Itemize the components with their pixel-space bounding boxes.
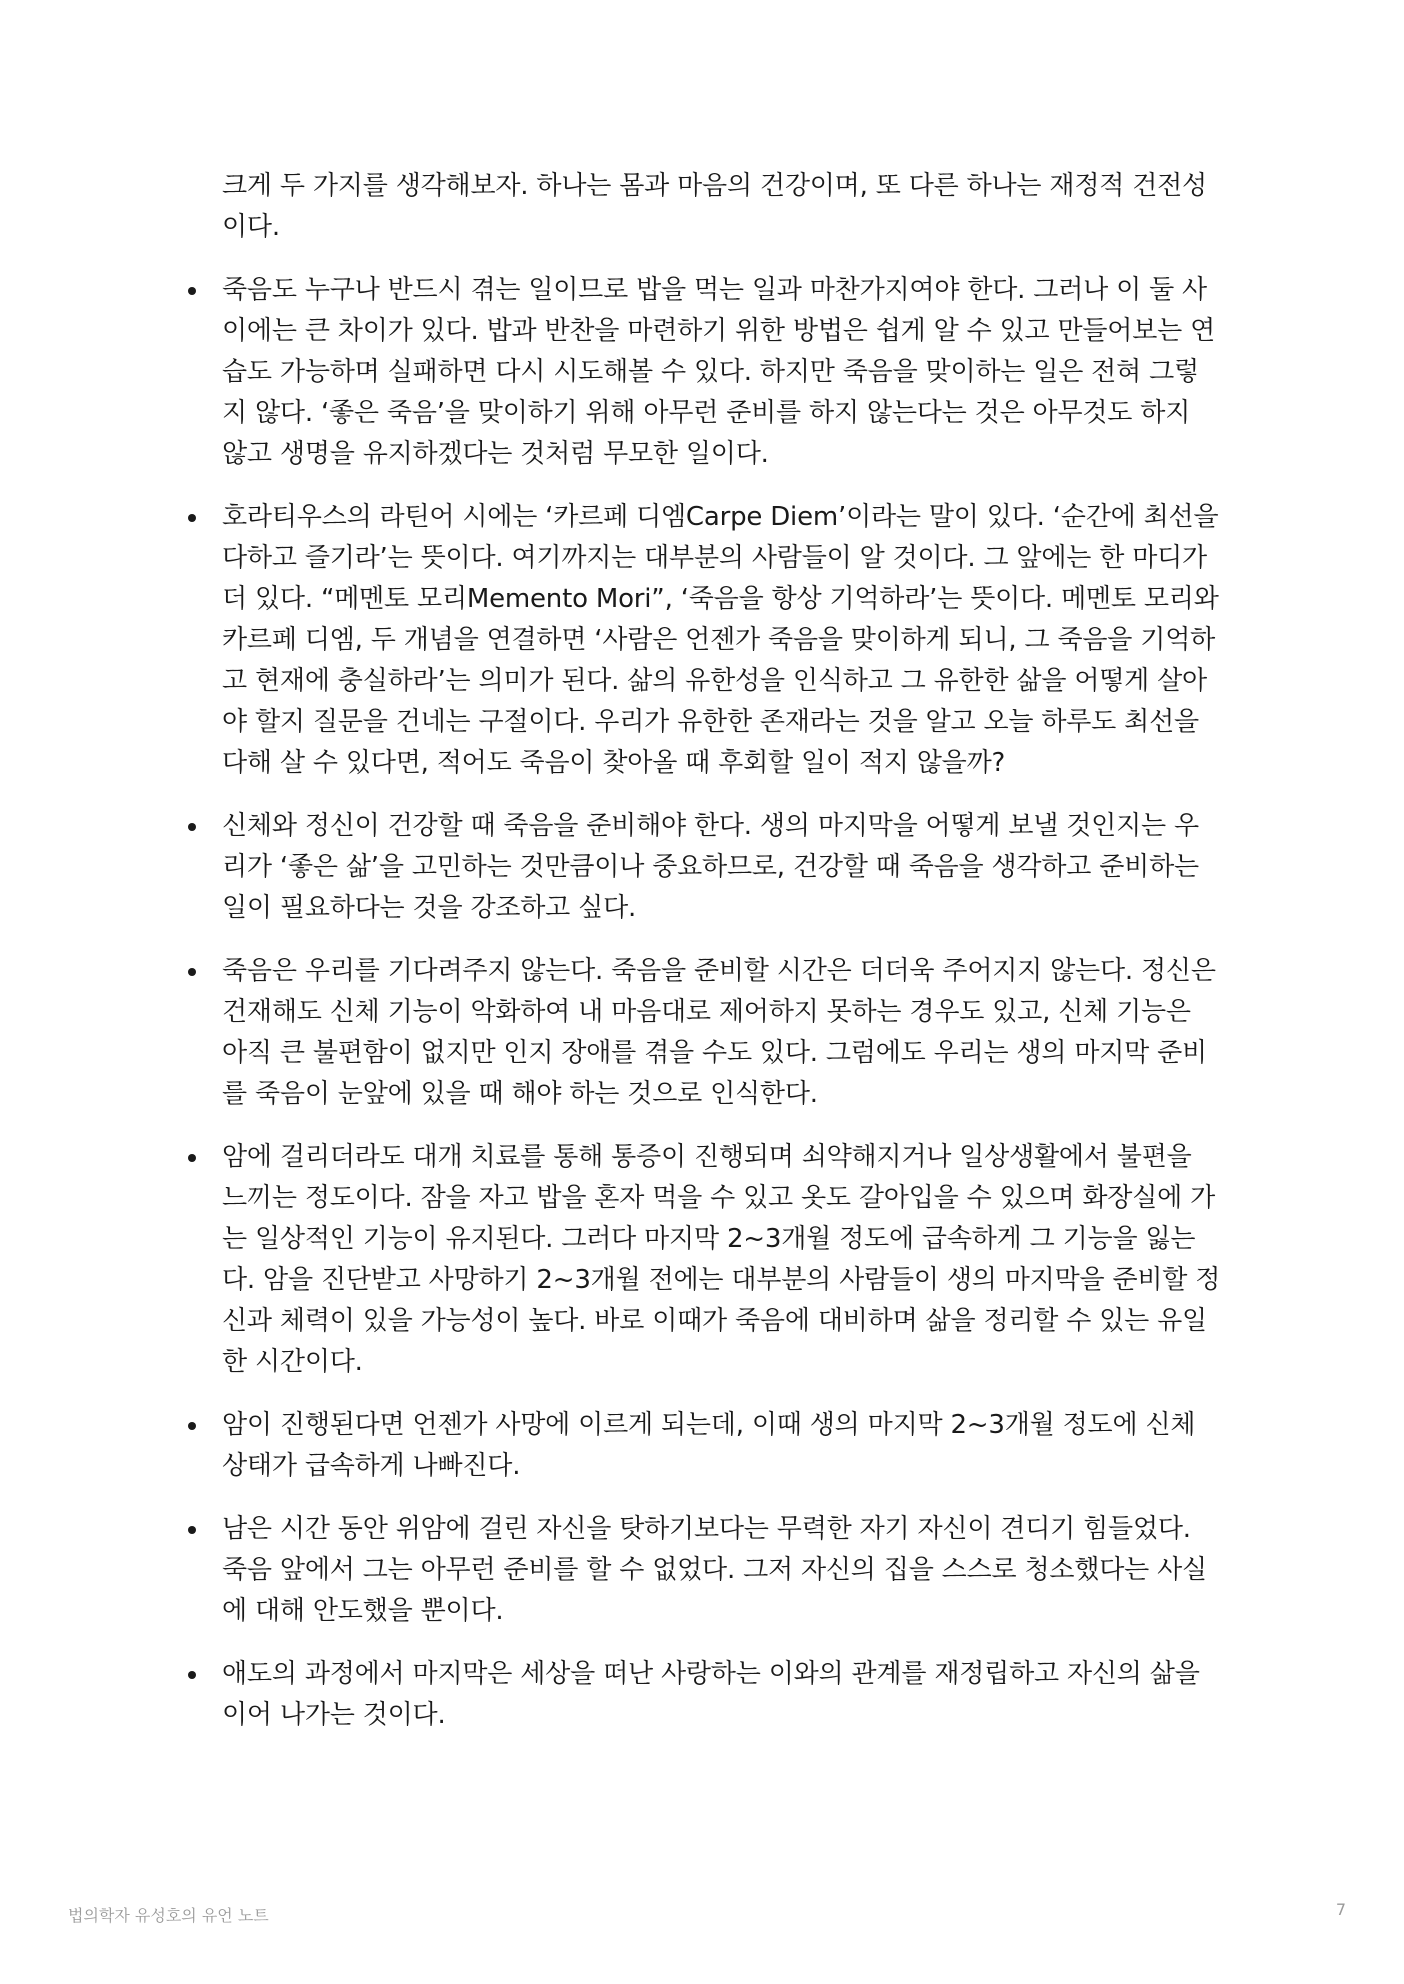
bullet-item	[222, 951, 1222, 1115]
page-content	[222, 166, 1222, 1758]
bullet-text: 죽음은 우리를 기다려주지 않는다. 죽음을 준비할 시간은 더더욱 주어지지 않는다. 정신은 건재해도 신체 기능이 악화하여 내 마음대로 제어하지 못하는 경우도 있고, 신체 기능은 아직 큰 불편함이 없지만 인지 장애를 겪을 수도 있다. 그럼에도 우리는 생의 마지막 준비를 죽음이 눈앞에 있을 때 해야 하는 것으로 인식한다.	[222, 956, 1216, 1109]
bullet-dot-icon	[188, 1154, 196, 1162]
bullet-dot-icon	[188, 1671, 196, 1679]
bullet-dot-icon	[188, 968, 196, 976]
bullet-text: 죽음도 누구나 반드시 겪는 일이므로 밥을 먹는 일과 마찬가지여야 한다. 그러나 이 둘 사이에는 큰 차이가 있다. 밥과 반찬을 마련하기 위한 방법은 쉽게 알 수 있고 만들어보는 연습도 가능하며 실패하면 다시 시도해볼 수 있다. 하지만 죽음을 맞이하는 일은 전혀 그렇지 않다. ‘좋은 죽음’을 맞이하기 위해 아무런 준비를 하지 않는다는 것은 아무것도 하지 않고 생명을 유지하겠다는 것처럼 무모한 일이다.	[222, 275, 1216, 469]
bullet-text: 애도의 과정에서 마지막은 세상을 떠난 사랑하는 이와의 관계를 재정립하고 자신의 삶을 이어 나가는 것이다.	[222, 1659, 1200, 1730]
bullet-text: 암에 걸리더라도 대개 치료를 통해 통증이 진행되며 쇠약해지거나 일상생활에서 불편을 느끼는 정도이다. 잠을 자고 밥을 혼자 먹을 수 있고 옷도 갈아입을 수 있으며 화장실에 가는 일상적인 기능이 유지된다. 그러다 마지막 2~3개월 정도에 급속하게 그 기능을 잃는다. 암을 진단받고 사망하기 2~3개월 전에는 대부분의 사람들이 생의 마지막을 준비할 정신과 체력이 있을 가능성이 높다. 바로 이때가 죽음에 대비하며 삶을 정리할 수 있는 유일한 시간이다.	[222, 1142, 1221, 1377]
bullet-item	[222, 806, 1222, 929]
bullet-dot-icon	[188, 287, 196, 295]
bullet-item	[222, 270, 1222, 475]
bullet-item	[222, 497, 1222, 784]
bullet-item	[222, 1137, 1222, 1383]
bullet-text: 신체와 정신이 건강할 때 죽음을 준비해야 한다. 생의 마지막을 어떻게 보낼 것인지는 우리가 ‘좋은 삶’을 고민하는 것만큼이나 중요하므로, 건강할 때 죽음을 생각하고 준비하는 일이 필요하다는 것을 강조하고 싶다.	[222, 811, 1199, 923]
bullet-dot-icon	[188, 1422, 196, 1430]
footer-book-title: 법의학자 유성호의 유언 노트	[68, 1906, 269, 1925]
bullet-item	[222, 1405, 1222, 1487]
bullet-text: 암이 진행된다면 언젠가 사망에 이르게 되는데, 이때 생의 마지막 2~3개월 정도에 신체 상태가 급속하게 나빠진다.	[222, 1410, 1196, 1481]
bullet-item	[222, 1654, 1222, 1736]
bullet-text: 호라티우스의 라틴어 시에는 ‘카르페 디엠Carpe Diem’이라는 말이 있다. ‘순간에 최선을 다하고 즐기라’는 뜻이다. 여기까지는 대부분의 사람들이 알 것이다. 그 앞에는 한 마디가 더 있다. “메멘토 모리Memento Mori”, ‘죽음을 항상 기억하라’는 뜻이다. 메멘토 모리와 카르페 디엠, 두 개념을 연결하면 ‘사람은 언젠가 죽음을 맞이하게 되니, 그 죽음을 기억하고 현재에 충실하라’는 의미가 된다. 삶의 유한성을 인식하고 그 유한한 삶을 어떻게 살아야 할지 질문을 건네는 구절이다. 우리가 유한한 존재라는 것을 알고 오늘 하루도 최선을 다해 살 수 있다면, 적어도 죽음이 찾아올 때 후회할 일이 적지 않을까?	[222, 502, 1219, 778]
bullet-dot-icon	[188, 823, 196, 831]
bullet-dot-icon	[188, 514, 196, 522]
intro-paragraph: 크게 두 가지를 생각해보자. 하나는 몸과 마음의 건강이며, 또 다른 하나는 재정적 건전성이다.	[222, 171, 1207, 242]
page-number: 7	[1335, 1900, 1346, 1919]
bullet-text: 남은 시간 동안 위암에 걸린 자신을 탓하기보다는 무력한 자기 자신이 견디기 힘들었다. 죽음 앞에서 그는 아무런 준비를 할 수 없었다. 그저 자신의 집을 스스로 청소했다는 사실에 대해 안도했을 뿐이다.	[222, 1514, 1207, 1626]
bullet-item	[222, 1509, 1222, 1632]
bullet-list	[222, 270, 1222, 1736]
bullet-dot-icon	[188, 1526, 196, 1534]
